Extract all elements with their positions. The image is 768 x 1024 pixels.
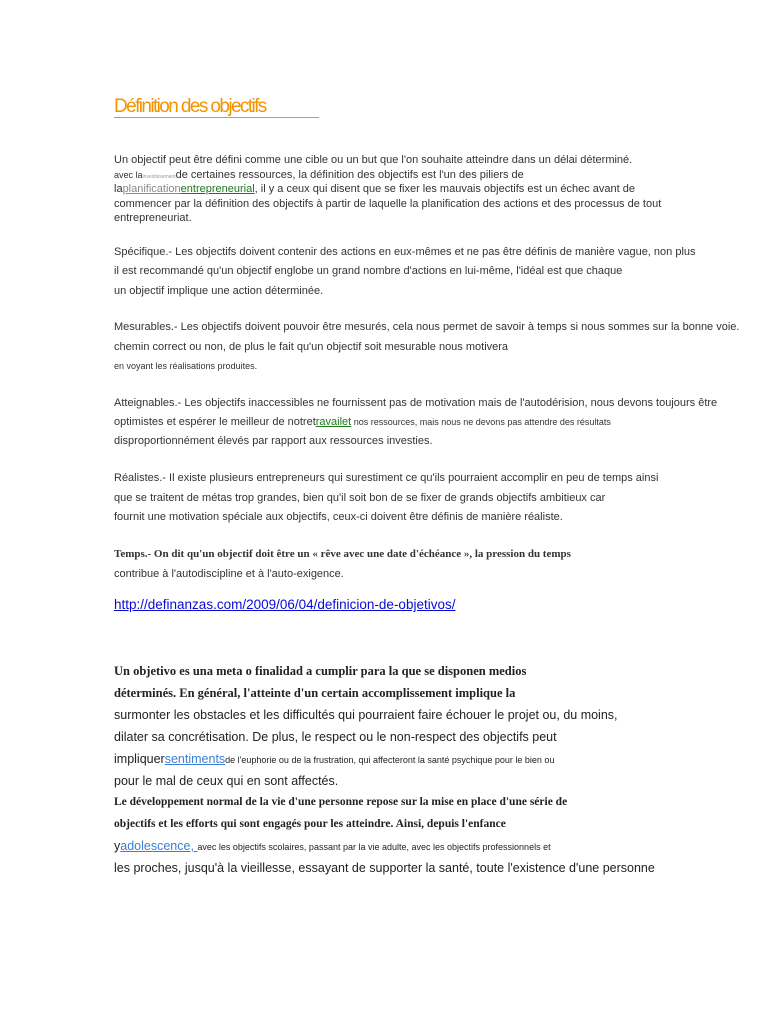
page-title: Définition des objectifs bbox=[114, 96, 266, 117]
objetivo-line-5-start: impliquer bbox=[114, 752, 165, 766]
mesurables-line-2: chemin correct ou non, de plus le fait qu'un objectif soit mesurable nous motivera bbox=[114, 341, 509, 353]
planification-link[interactable]: planification bbox=[122, 183, 181, 195]
intro-line-2-start: avec la bbox=[114, 170, 143, 180]
objetivo-line-3: surmonter les obstacles et les difficultés qui pourraient faire échouer le projet ou, du moins, bbox=[114, 708, 618, 722]
mesurables-line-3: en voyant les réalisations produites. bbox=[114, 361, 258, 371]
objetivo-line-2: déterminés. En général, l'atteinte d'un certain accomplissement implique la bbox=[114, 686, 516, 700]
realistes-line-1: Réalistes.- Il existe plusieurs entrepreneurs qui surestiment ce qu'ils pourraient accomplir en peu de temps ainsi bbox=[114, 472, 659, 484]
entrepreneurial-link[interactable]: entrepreneurial bbox=[180, 183, 255, 195]
sentiments-link[interactable]: sentiments bbox=[164, 752, 226, 766]
specifique-line-1: Spécifique.- Les objectifs doivent contenir des actions en eux-mêmes et ne pas être définis de manière vague, non plus bbox=[114, 246, 696, 258]
objetivo-line-7: Le développement normal de la vie d'une personne repose sur la mise en place d'une série de bbox=[114, 796, 568, 808]
objetivo-line-9 bbox=[114, 839, 551, 854]
intro-line-1: Un objectif peut être défini comme une cible ou un but que l'on souhaite atteindre dans un délai déterminé. bbox=[114, 154, 633, 166]
objetivo-line-5 bbox=[114, 752, 554, 767]
specifique-line-2: il est recommandé qu'un objectif englobe un grand nombre d'actions en lui-même, l'idéal est que chaque bbox=[114, 265, 623, 277]
objetivo-line-4: dilater sa concrétisation. De plus, le respect ou le non-respect des objectifs peut bbox=[114, 730, 557, 744]
atteignables-line-2 bbox=[114, 415, 611, 429]
objetivo-line-1: Un objetivo es una meta o finalidad a cumplir para la que se disponen medios bbox=[114, 664, 527, 678]
tiny-word: investissement bbox=[142, 174, 176, 180]
objetivo-line-6: pour le mal de ceux qui en sont affectés. bbox=[114, 774, 339, 788]
temps-line-1: Temps.- On dit qu'un objectif doit être un « rêve avec une date d'échéance », la pression du temps bbox=[114, 548, 571, 560]
intro-line-3-end: , il y a ceux qui disent que se fixer les mauvais objectifs est un échec avant de bbox=[254, 183, 635, 195]
intro-line-3-start: la bbox=[114, 183, 123, 195]
intro-line-3 bbox=[114, 182, 635, 196]
atteignables-line-2-end: nos ressources, mais nous ne devons pas attendre des résultats bbox=[351, 417, 611, 427]
atteignables-line-1: Atteignables.- Les objectifs inaccessibles ne fournissent pas de motivation mais de l'autodérision, nous devons toujours être bbox=[114, 397, 718, 409]
intro-line-4: commencer par la définition des objectifs à partir de laquelle la planification des actions et des processus de tout bbox=[114, 198, 662, 210]
intro-line-2-end: de certaines ressources, la définition des objectifs est l'un des piliers de bbox=[175, 169, 524, 181]
travail-link[interactable]: ravailet bbox=[315, 416, 352, 428]
atteignables-line-3: disproportionnément élevés par rapport aux ressources investies. bbox=[114, 435, 433, 447]
objetivo-line-9-start: y bbox=[114, 839, 121, 853]
title-underline bbox=[114, 117, 319, 118]
realistes-line-2: que se traitent de métas trop grandes, bien qu'il soit bon de se fixer de grands objectifs ambitieux car bbox=[114, 492, 606, 504]
temps-line-2: contribue à l'autodiscipline et à l'auto-exigence. bbox=[114, 568, 344, 580]
objetivo-line-10: les proches, jusqu'à la vieillesse, essayant de supporter la santé, toute l'existence d'une personne bbox=[114, 861, 655, 875]
objetivo-line-8: objectifs et les efforts qui sont engagés pour les atteindre. Ainsi, depuis l'enfance bbox=[114, 818, 506, 830]
mesurables-line-1: Mesurables.- Les objectifs doivent pouvoir être mesurés, cela nous permet de savoir à temps si nous sommes sur la bonne voie. bbox=[114, 321, 740, 333]
adolescence-link[interactable]: adolescence, bbox=[120, 839, 198, 853]
objetivo-line-5-end: de l'euphorie ou de la frustration, qui affecteront la santé psychique pour le bien ou bbox=[225, 755, 555, 765]
objetivo-line-9-end: avec les objectifs scolaires, passant par la vie adulte, avec les objectifs professionnels et bbox=[197, 842, 551, 852]
atteignables-line-2-start: optimistes et espérer le meilleur de notret bbox=[114, 416, 316, 428]
source-url-link[interactable]: http://definanzas.com/2009/06/04/definicion-de-objetivos/ bbox=[114, 597, 456, 612]
specifique-line-3: un objectif implique une action déterminée. bbox=[114, 285, 324, 297]
realistes-line-3: fournit une motivation spéciale aux objectifs, ceux-ci doivent être définis de manière réaliste. bbox=[114, 511, 563, 523]
intro-line-5: entrepreneuriat. bbox=[114, 212, 192, 224]
